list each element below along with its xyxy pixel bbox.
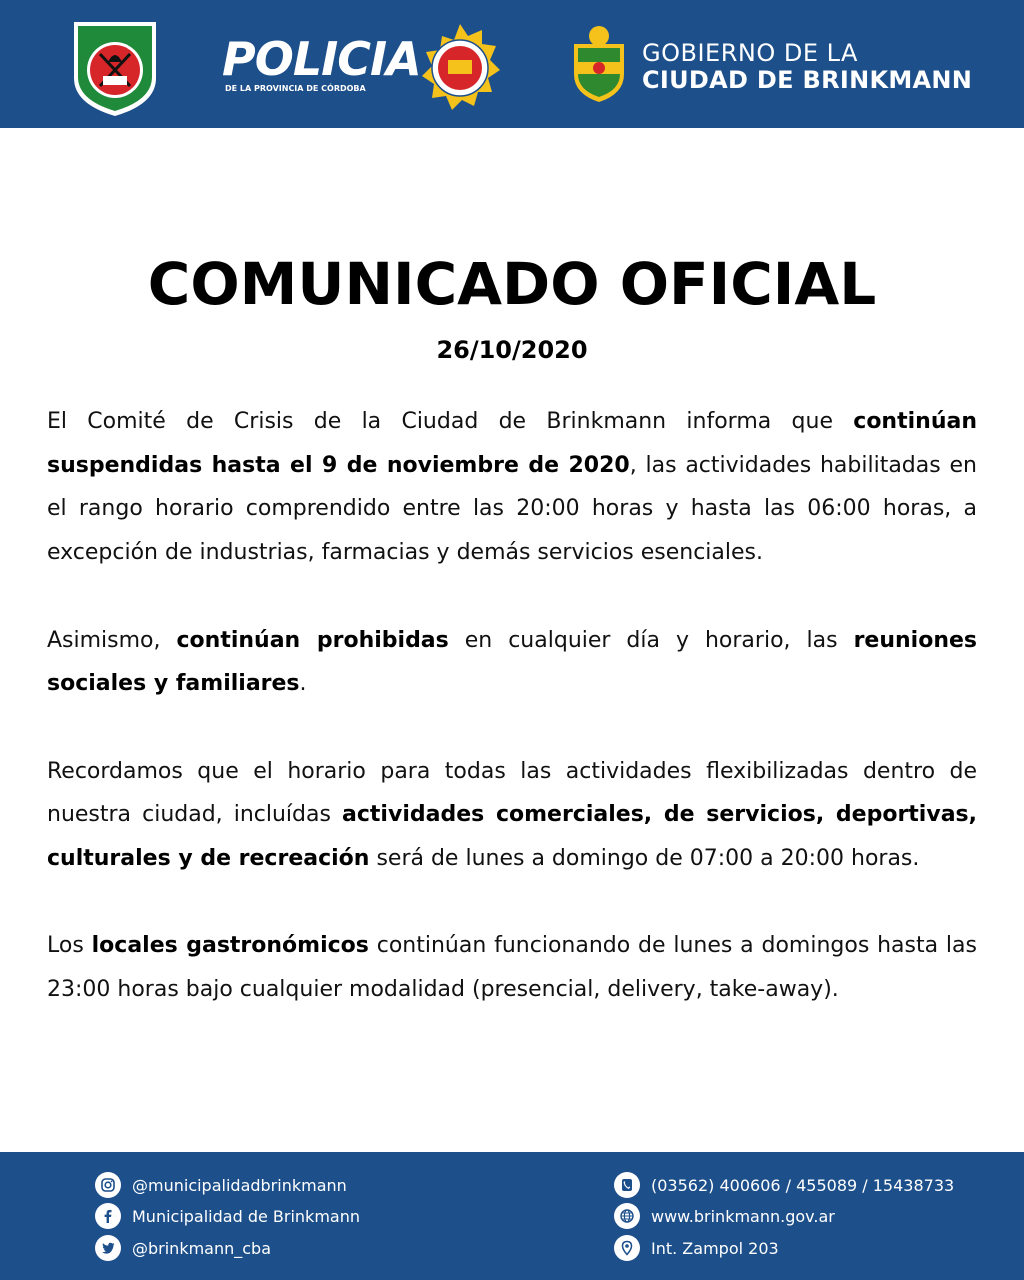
paragraph-segment-bold: continúan prohibidas	[176, 627, 449, 653]
instagram-icon	[95, 1172, 121, 1198]
paragraph-segment: Los	[47, 933, 92, 959]
twitter-contact[interactable]	[95, 1235, 271, 1261]
twitter-icon	[95, 1235, 121, 1261]
facebook-icon	[95, 1203, 121, 1229]
facebook-contact[interactable]	[95, 1203, 360, 1229]
instagram-handle: @municipalidadbrinkmann	[132, 1175, 347, 1195]
paragraph-segment: .	[299, 671, 307, 697]
location-pin-icon	[614, 1235, 640, 1261]
phone-numbers: (03562) 400606 / 455089 / 15438733	[651, 1175, 955, 1195]
facebook-page: Municipalidad de Brinkmann	[132, 1206, 360, 1226]
phone-icon	[614, 1172, 640, 1198]
document-title: COMUNICADO OFICIAL	[147, 250, 877, 318]
gobierno-logo-text	[642, 40, 972, 94]
paragraph-segment: El Comité de Crisis de la Ciudad de Brinkmann informa que	[47, 409, 854, 434]
document-body	[47, 400, 977, 1012]
gobierno-line2: CIUDAD DE BRINKMANN	[642, 66, 973, 94]
policia-logo-text	[222, 32, 421, 93]
paragraph-segment: en cualquier día y horario, las	[448, 627, 854, 653]
paragraph-4	[47, 924, 977, 1011]
footer-banner	[0, 1152, 1024, 1280]
instagram-contact[interactable]	[95, 1172, 347, 1198]
paragraph-segment: continúan funcionando de lunes a domingos hasta las 23:00 horas bajo cualquier modalidad (presencial, delivery, take-away).	[47, 933, 977, 1003]
policia-badge-logo	[418, 22, 502, 114]
paragraph-segment-bold: reuniones sociales y familiares	[47, 627, 977, 697]
phone-contact[interactable]	[614, 1172, 954, 1198]
paragraph-segment-bold: actividades comerciales, de servicios, deportivas, culturales y de recreación	[47, 802, 977, 871]
policia-subtitle: DE LA PROVINCIA DE CÓRDOBA	[225, 84, 366, 93]
address-contact[interactable]	[614, 1235, 779, 1261]
gobierno-line1: GOBIERNO DE LA	[642, 39, 858, 67]
paragraph-segment: Recordamos que el horario para todas las actividades flexibilizadas dentro de nuestra ciudad, incluídas	[47, 758, 977, 828]
paragraph-segment-bold: locales gastronómicos	[91, 933, 369, 959]
globe-icon	[614, 1203, 640, 1229]
brinkmann-coat-of-arms-logo	[568, 22, 630, 104]
website-contact[interactable]	[614, 1203, 835, 1229]
header-banner	[0, 0, 1024, 128]
bomberos-shield-logo	[70, 18, 160, 118]
paragraph-segment: , las actividades habilitadas en el rango horario comprendido entre las 20:00 horas y hasta las 06:00 horas, a excepción de industrias, farmacias y demás servicios esenciales.	[47, 452, 977, 566]
paragraph-1	[47, 400, 977, 575]
paragraph-segment-bold: continúan suspendidas hasta el 9 de noviembre de 2020	[47, 409, 977, 478]
paragraph-segment: será de lunes a domingo de 07:00 a 20:00 horas.	[369, 846, 920, 871]
paragraph-2	[47, 619, 977, 706]
twitter-handle: @brinkmann_cba	[132, 1238, 272, 1258]
policia-title: POLICIA	[222, 32, 421, 86]
paragraph-3	[47, 750, 977, 881]
website-url: www.brinkmann.gov.ar	[651, 1206, 835, 1226]
document-date: 26/10/2020	[436, 336, 588, 364]
paragraph-segment: Asimismo,	[47, 627, 177, 653]
street-address: Int. Zampol 203	[651, 1238, 779, 1258]
